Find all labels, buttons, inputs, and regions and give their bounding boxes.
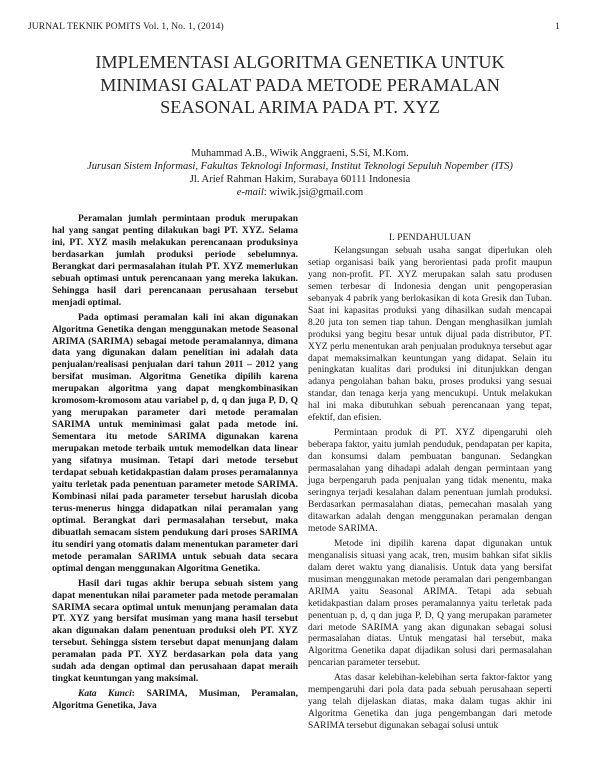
- abstract-paragraph: Peramalan jumlah permintaan produk merupakan hal yang sangat penting dilakukan bagi PT. XYZ. Selama ini, PT. XYZ masih melakukan perencanaan produksinya berdasarkan jumlah produksi periode sebelumnya. Berangkat dari permasalahan itulah PT. XYZ memerlukan sebuah optimasi untuk perencanaan yang mereka lakukan. Sehingga hasil dari perencanaan perusahaan tersebut menjadi optimal.: [52, 214, 298, 308]
- page-number: 1: [555, 22, 560, 32]
- author-names: Muhammad A.B., Wiwik Anggraeni, S.Si, M.Kom.: [191, 148, 409, 159]
- title-line: MINIMASI GALAT PADA METODE PERAMALAN: [100, 74, 500, 95]
- body-paragraph: Metode ini dipilih karena dapat digunakan untuk menganalisis situasi yang acak, tren, musim bahkan sifat siklis dalam deret waktu yang dianalisis. Untuk data yang bersifat musiman menggunakan metode peramalan dari pengembangan ARIMA yaitu Seasonal ARIMA. Tetapi ada sebuah ketidakpastian dalam proses peramalannya yaitu terletak pada penentuan p, d, q dan juga P, D, Q yang merupakan parameter dari metode SARIMA yang akan digunakan sebagai solusi permasalahan diatas. Untuk mengatasi hal tersebut, maka Algoritma Genetika dapat dijadikan solusi dari permasalahan pencarian parameter tersebut.: [308, 538, 552, 669]
- body-paragraph: Kelangsungan sebuah usaha sangat diperlukan oleh setiap organisasi baik yang berorientasi pada profit maupun yang non-profit. PT. XYZ merupakan salah satu produsen semen terbesar di Indonesia dengan unit pengoperasian sebanyak 4 pabrik yang berlokasikan di kota Gresik dan Tuban. Saat ini kapasitas produksi yang dihasilkan sudah mencapai 8.20 juta ton semen tiap tahun. Dengan menghasilkan jumlah produksi yang begitu besar untuk dijual pada distributor, PT. XYZ perlu menentukan arah penjualan produknya tersebut agar dapat memaksimalkan keuntungan yang didapat. Selain itu peningkatan kualitas dari produksi ini ditunjukkan dengan adanya pengolahan bahan baku, proses produksi yang sesuai standar, dan tenaga kerja yang mencukupi. Untuk melakukan hal ini maka dibutuhkan sebuah perencanaan yang tepat, efektif, dan efisien.: [308, 245, 552, 424]
- body-paragraph: Permintaan produk di PT. XYZ dipengaruhi oleh beberapa faktor, yaitu jumlah penduduk, pendapatan per kapita, dan konsumsi dalam pembuatan bangunan. Sedangkan permasalahan yang dihadapi adalah dengan permintaan yang juga berpengaruh pada penjualan yang tidak menentu, maka seringnya terjadi kesalahan dalam penentuan jumlah produksi. Berdasarkan permasalahan diatas, pemecahan masalah yang ditawarkan adalah dengan menggunakan peramalan dengan metode SARIMA.: [308, 428, 552, 534]
- title-line: SEASONAL ARIMA PADA PT. XYZ: [160, 97, 440, 117]
- author-block: [40, 147, 560, 199]
- running-header: [28, 22, 560, 32]
- paper-title: [40, 51, 560, 119]
- author-affiliation: Jurusan Sistem Informasi, Fakultas Teknologi Informasi, Institut Teknologi Sepuluh Nopember (ITS): [87, 161, 513, 172]
- keywords: : SARIMA, Musiman, Peramalan, Algoritma Genetika, Java: [52, 689, 298, 712]
- body-paragraph: Atas dasar kelebihan-kelebihan serta faktor-faktor yang mempengaruhi dari pola data pada sebuah perusahaan seperti yang telah dijelaskan diatas, maka dalam tugas akhir ini Algoritma Genetika dan juga pengembangan dari metode SARIMA tersebut digunakan sebagai solusi untuk: [308, 673, 552, 732]
- abstract-column: [52, 214, 298, 716]
- author-email: : wiwik.jsi@gmail.com: [263, 187, 364, 198]
- introduction-column: [308, 214, 552, 736]
- keywords-paragraph: [52, 689, 298, 713]
- journal-name: JURNAL TEKNIK POMITS Vol. 1, No. 1, (2014): [28, 22, 224, 32]
- section-heading: I. PENDAHULUAN: [388, 232, 472, 243]
- title-line: IMPLEMENTASI ALGORITMA GENETIKA UNTUK: [95, 52, 505, 72]
- author-address: Jl. Arief Rahman Hakim, Surabaya 60111 Indonesia: [189, 174, 411, 185]
- abstract-paragraph: Pada optimasi peramalan kali ini akan digunakan Algoritma Genetika dengan menggunakan metode Seasonal ARIMA (SARIMA) sebagai metode peramalannya, dimana data yang digunakan dalam penelitian ini adalah data penjualan/realisasi penjualan dari tahun 2011 – 2012 yang bersifat musiman. Algoritma Genetika dipilih karena merupakan algoritma yang dapat mengkombinasikan kromosom-kromosom atau variabel p, d, q dan juga P, D, Q yang merupakan parameter dari metode peramalan SARIMA untuk meminimasi galat pada metode ini. Sementara itu metode SARIMA digunakan karena merupakan metode terbaik untuk memodelkan data linear yang sifatnya musiman. Tetapi dari metode tersebut terdapat sebuah ketidakpastian dalam proses peramalannya yaitu terletak pada penentuan parameter metode SARIMA. Kombinasi nilai pada parameter tersebut haruslah dicoba terus-menerus hingga didapatkan nilai peramalan yang optimal. Berangkat dari permasalahan tersebut, maka dibuatlah semacam sistem pendukung dari proses SARIMA itu sendiri yang otomatis dalam menentukan parameter dari metode peramalan SARIMA untuk sebuah data secara optimal dengan menggunakan Algoritma Genetika.: [52, 312, 298, 574]
- abstract-paragraph: Hasil dari tugas akhir berupa sebuah sistem yang dapat menentukan nilai parameter pada metode peramalan SARIMA secara optimal untuk menunjang peramalan data PT. XYZ yang bersifat musiman yang mana hasil tersebut akan digunakan dalam penentuan produksi oleh PT. XYZ tersebut. Sehingga sistem tersebut dapat menunjang dalam peramalan pada PT. XYZ berdasarkan pola data yang sudah ada dengan optimal dan perusahaan dapat meraih tingkat keuntungan yang maksimal.: [52, 578, 298, 685]
- author-email-line: [40, 186, 560, 199]
- email-label: e-mail: [236, 187, 264, 198]
- keywords-label: Kata Kunci: [78, 689, 132, 700]
